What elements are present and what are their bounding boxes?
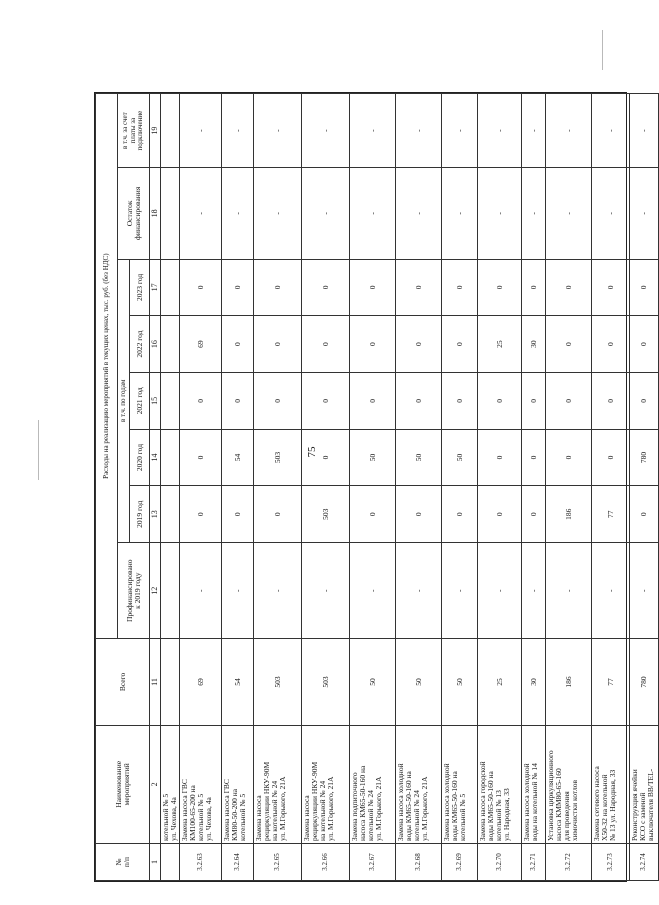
cell-num: 3.2.64 — [222, 844, 254, 881]
cell-y2022: 0 — [254, 316, 302, 373]
cell-total: 30 — [522, 639, 546, 725]
colnum-16: 16 — [150, 316, 161, 373]
cell-total: 503 — [302, 639, 350, 725]
cell-fee — [161, 94, 180, 168]
cell-y2022: 0 — [630, 316, 659, 373]
cell-y2023: 0 — [592, 259, 630, 316]
cell-fee: - — [254, 94, 302, 168]
cell-y2021: 0 — [478, 372, 522, 429]
cell-pre: - — [302, 543, 350, 639]
cell-name: Замена подпиточного насоса КМ65-50-160 на котельной № 24 ул. М.Горького, 21А — [350, 725, 396, 843]
cell-y2022: 0 — [396, 316, 442, 373]
cell-fee: - — [546, 94, 592, 168]
header-year-2021: 2021 год — [130, 372, 150, 429]
colnum-13: 13 — [150, 486, 161, 543]
cell-y2021: 0 — [630, 372, 659, 429]
cell-y2019: 186 — [546, 486, 592, 543]
cell-remaining: - — [478, 168, 522, 259]
header-prefinanced: Профинансировано к 2019 году — [118, 543, 150, 639]
colnum-17: 17 — [150, 259, 161, 316]
cell-y2020: 0 — [592, 429, 630, 486]
cell-y2020: 0 — [546, 429, 592, 486]
cell-fee: - — [592, 94, 630, 168]
cell-y2022: 0 — [442, 316, 478, 373]
cell-num: 3.2.71 — [522, 844, 546, 881]
cell-y2023: 0 — [350, 259, 396, 316]
table-row — [222, 94, 254, 881]
cell-fee: - — [396, 94, 442, 168]
colnum-1: 1 — [150, 844, 161, 881]
cell-y2019: 77 — [592, 486, 630, 543]
colnum-19: 19 — [150, 94, 161, 168]
cell-remaining: - — [546, 168, 592, 259]
cell-num: 3.2.72 — [546, 844, 592, 881]
table-row — [254, 94, 302, 881]
cell-pre: - — [546, 543, 592, 639]
header-incl-fee: в т.ч. за счет платы за подключение — [118, 94, 150, 168]
cell-y2019: 0 — [254, 486, 302, 543]
cell-name: Реконструкция ячейки КСО с заменой выключателя ВВ/TEL- — [630, 725, 659, 843]
cell-remaining: - — [442, 168, 478, 259]
cell-y2020: 54 — [222, 429, 254, 486]
cell-y2022: 25 — [478, 316, 522, 373]
cell-total: 186 — [546, 639, 592, 725]
cell-y2021: 0 — [396, 372, 442, 429]
header-name: Наименование мероприятий — [96, 725, 150, 843]
cell-total: 50 — [442, 639, 478, 725]
cell-total — [161, 639, 180, 725]
colnum-14: 14 — [150, 429, 161, 486]
table-row — [161, 94, 180, 881]
cell-remaining: - — [180, 168, 222, 259]
cell-y2020: 0 — [522, 429, 546, 486]
cell-y2021: 0 — [180, 372, 222, 429]
cell-remaining: - — [302, 168, 350, 259]
table-row — [396, 94, 442, 881]
cell-num: 3.2.69 — [442, 844, 478, 881]
cell-y2023: 0 — [302, 259, 350, 316]
cell-y2019: 0 — [350, 486, 396, 543]
cell-remaining: - — [350, 168, 396, 259]
cell-y2021: 0 — [592, 372, 630, 429]
cell-name: Замена насоса рециркуляции НКУ-90М на котельной № 24 ул. М.Горького, 21А — [254, 725, 302, 843]
cell-y2022: 0 — [350, 316, 396, 373]
header-year-2020: 2020 год — [130, 429, 150, 486]
header-num: № п/п — [96, 844, 150, 881]
cell-y2023: 0 — [180, 259, 222, 316]
cell-y2023: 0 — [442, 259, 478, 316]
cell-name: Замена насоса холодной воды КМ65-50-160 на котельной № 24 ул. М.Горького, 21А — [396, 725, 442, 843]
cell-name: Замена насоса холодной воды КМ65-50-160 на котельной № 5 — [442, 725, 478, 843]
cell-y2023: 0 — [396, 259, 442, 316]
cell-pre — [161, 543, 180, 639]
colnum-15: 15 — [150, 372, 161, 429]
table-row — [442, 94, 478, 881]
cell-remaining: - — [592, 168, 630, 259]
cell-fee: - — [222, 94, 254, 168]
cell-y2019: 0 — [522, 486, 546, 543]
cell-y2019: 0 — [396, 486, 442, 543]
cell-name: Замена сетевого насоса Х50-32 на котельной № 13 ул. Народная, 33 — [592, 725, 630, 843]
cell-y2023: 0 — [254, 259, 302, 316]
cell-y2019: 0 — [222, 486, 254, 543]
cell-y2019: 0 — [630, 486, 659, 543]
cell-name: Замена насоса ГВС КМ80-50-200 на котельной № 5 — [222, 725, 254, 843]
table-body — [161, 94, 659, 881]
cell-total: 50 — [350, 639, 396, 725]
header-remaining: Остаток финансирования — [118, 168, 150, 259]
cell-y2021 — [161, 372, 180, 429]
page-number: 75 — [306, 446, 318, 458]
header-expenses: Расходы на реализацию мероприятий в текущих ценах, тыс. руб. (без НДС) — [96, 94, 118, 639]
header-total: Всего — [96, 639, 150, 725]
colnum-12: 12 — [150, 543, 161, 639]
cell-total: 25 — [478, 639, 522, 725]
cell-y2021: 0 — [546, 372, 592, 429]
header-year-2023: 2023 год — [130, 259, 150, 316]
cell-y2022 — [161, 316, 180, 373]
cell-y2020: 50 — [442, 429, 478, 486]
cell-remaining — [161, 168, 180, 259]
cell-remaining: - — [254, 168, 302, 259]
cell-y2023 — [161, 259, 180, 316]
cell-y2019 — [161, 486, 180, 543]
cell-num: 3.2.74 — [630, 844, 659, 881]
cell-fee: - — [630, 94, 659, 168]
cell-pre: - — [222, 543, 254, 639]
table-row — [478, 94, 522, 881]
cell-num: 3.2.68 — [396, 844, 442, 881]
header-year-2022: 2022 год — [130, 316, 150, 373]
cell-y2021: 0 — [522, 372, 546, 429]
cell-y2019: 0 — [180, 486, 222, 543]
cell-y2023: 0 — [478, 259, 522, 316]
cell-total: 503 — [254, 639, 302, 725]
cell-y2022: 69 — [180, 316, 222, 373]
table-row — [522, 94, 546, 881]
cell-y2023: 0 — [222, 259, 254, 316]
cell-num: 3.2.73 — [592, 844, 630, 881]
cell-y2021: 0 — [254, 372, 302, 429]
cell-y2020: 0 — [478, 429, 522, 486]
cell-num: 3.2.67 — [350, 844, 396, 881]
cell-y2021: 0 — [442, 372, 478, 429]
cell-pre: - — [180, 543, 222, 639]
cell-pre: - — [350, 543, 396, 639]
cell-pre: - — [592, 543, 630, 639]
cell-fee: - — [350, 94, 396, 168]
cell-y2020: 0 — [180, 429, 222, 486]
table-row — [546, 94, 592, 881]
colnum-2: 2 — [150, 725, 161, 843]
cell-name: Замена насоса рециркуляции НКУ-90М на котельной № 24 ул. М.Горького, 21А — [302, 725, 350, 843]
cell-y2021: 0 — [222, 372, 254, 429]
cell-fee: - — [302, 94, 350, 168]
cell-name: Замена насоса городской воды КМ65-50-160 на котельной № 13 ул. Народная, 33 — [478, 725, 522, 843]
cell-y2020: 780 — [630, 429, 659, 486]
cell-fee: - — [180, 94, 222, 168]
header-by-years: в т.ч. по годам — [118, 259, 130, 543]
cell-pre: - — [254, 543, 302, 639]
cell-y2022: 0 — [546, 316, 592, 373]
cell-y2020: 503 — [254, 429, 302, 486]
table-row — [592, 94, 630, 881]
financing-table — [95, 93, 659, 881]
cell-y2020: 0 — [302, 429, 350, 486]
cell-y2022: 0 — [222, 316, 254, 373]
cell-total: 780 — [630, 639, 659, 725]
table-row — [302, 94, 350, 881]
table-frame — [94, 92, 655, 882]
scan-mark — [602, 30, 603, 70]
cell-remaining: - — [222, 168, 254, 259]
cell-y2021: 0 — [350, 372, 396, 429]
cell-num: 3.2.70 — [478, 844, 522, 881]
cell-remaining: - — [522, 168, 546, 259]
cell-y2020: 50 — [350, 429, 396, 486]
cell-y2020: 50 — [396, 429, 442, 486]
cell-y2019: 503 — [302, 486, 350, 543]
cell-y2022: 0 — [302, 316, 350, 373]
colnum-18: 18 — [150, 168, 161, 259]
cell-y2020 — [161, 429, 180, 486]
cell-y2022: 0 — [592, 316, 630, 373]
cell-fee: - — [442, 94, 478, 168]
cell-pre: - — [522, 543, 546, 639]
cell-name: Установка циркуляционного насоса КММ80-65-160 для проведения химочистки котлов — [546, 725, 592, 843]
cell-pre: - — [630, 543, 659, 639]
table-row — [630, 94, 659, 881]
cell-num: 3.2.65 — [254, 844, 302, 881]
cell-y2019: 0 — [478, 486, 522, 543]
cell-total: 77 — [592, 639, 630, 725]
cell-y2019: 0 — [442, 486, 478, 543]
cell-name: Замена насоса холодной воды на котельной № 14 — [522, 725, 546, 843]
cell-total: 50 — [396, 639, 442, 725]
cell-y2022: 30 — [522, 316, 546, 373]
table-row — [180, 94, 222, 881]
rotated-table-wrapper — [95, 93, 655, 881]
cell-y2021: 0 — [302, 372, 350, 429]
cell-num: 3.2.63 — [180, 844, 222, 881]
cell-total: 69 — [180, 639, 222, 725]
cell-fee: - — [522, 94, 546, 168]
cell-total: 54 — [222, 639, 254, 725]
cell-remaining: - — [396, 168, 442, 259]
cell-name: Замена насоса ГВС КМ100-65-200 на котельной № 5 ул. Чехова, 4а — [180, 725, 222, 843]
table-row — [350, 94, 396, 881]
colnum-11: 11 — [150, 639, 161, 725]
cell-y2023: 0 — [630, 259, 659, 316]
cell-fee: - — [478, 94, 522, 168]
cell-num — [161, 844, 180, 881]
scan-mark — [38, 420, 39, 480]
cell-pre: - — [442, 543, 478, 639]
cell-num: 3.2.66 — [302, 844, 350, 881]
cell-y2023: 0 — [546, 259, 592, 316]
cell-remaining: - — [630, 168, 659, 259]
cell-name: котельной № 5 ул. Чехова, 4а — [161, 725, 180, 843]
cell-pre: - — [478, 543, 522, 639]
header-year-2019: 2019 год — [130, 486, 150, 543]
cell-pre: - — [396, 543, 442, 639]
cell-y2023: 0 — [522, 259, 546, 316]
